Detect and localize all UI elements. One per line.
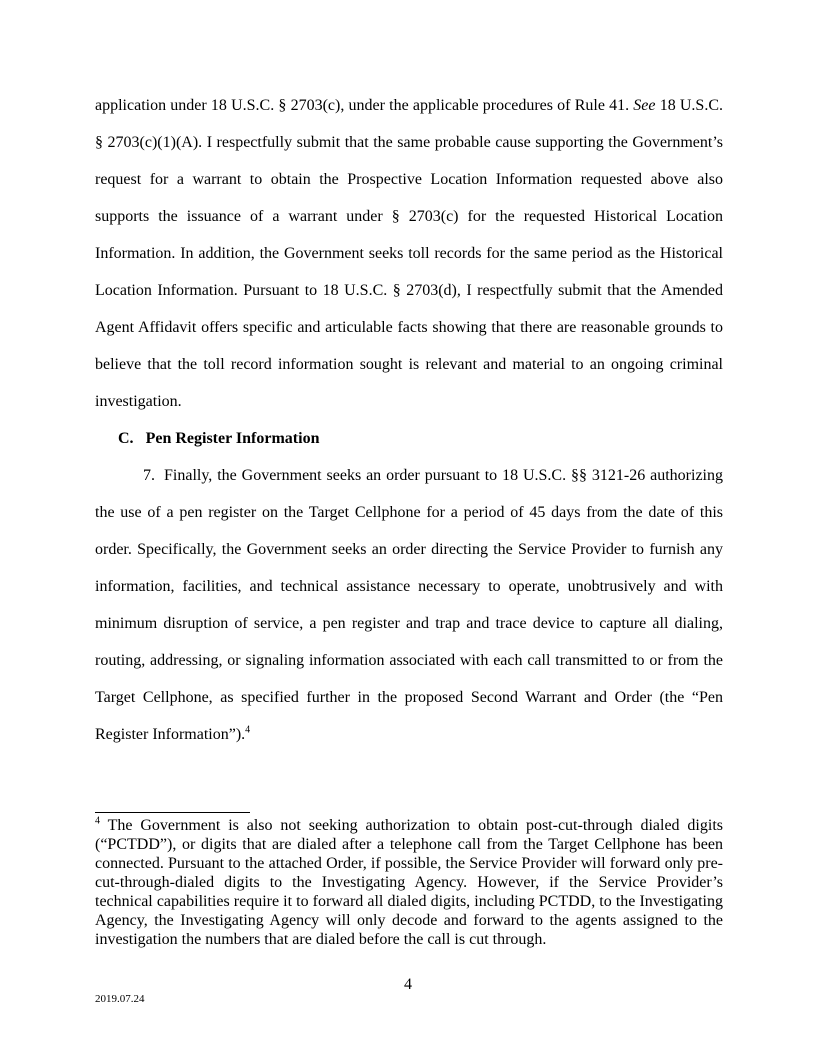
section-heading-title: Pen Register Information bbox=[145, 430, 320, 447]
footnote-reference: 4 bbox=[245, 724, 251, 736]
footnote-marker: 4 bbox=[95, 815, 100, 827]
paragraph-text: Finally, the Government seeks an order pursuant to 18 U.S.C. §§ 3121-26 authorizing the use of a pen register on the Target Cellphone for a period of 45 days from the date of this order. Specifically, the Government seeks an order directing the Service Provider to furnish any information, facilities, and technical assistance necessary to operate, unobtrusively and with minimum disruption of service, a pen register and trap and trace device to capture all dialing, routing, addressing, or signaling information associated with each call transmitted to or from the Target Cellphone, as specified further in the proposed Second Warrant and Order (the “Pen Register Information”). bbox=[95, 467, 723, 743]
paragraph-7 bbox=[95, 457, 723, 753]
footnote-separator-rule bbox=[95, 812, 250, 813]
paragraph-number: 7. bbox=[143, 467, 155, 484]
paragraph-continuation bbox=[95, 87, 723, 420]
paragraph-text: 18 U.S.C. § 2703(c)(1)(A). I respectfully submit that the same probable cause supporting the Government’s request for a warrant to obtain the Prospective Location Information requested above also supports the issuance of a warrant under § 2703(c) for the requested Historical Location Information. In addition, the Government seeks toll records for the same period as the Historical Location Information. Pursuant to 18 U.S.C. § 2703(d), I respectfully submit that the Amended Agent Affidavit offers specific and articulable facts showing that there are reasonable grounds to believe that the toll record information sought is relevant and material to an ongoing criminal investigation. bbox=[95, 97, 723, 410]
footnote-section bbox=[95, 812, 723, 949]
date-stamp: 2019.07.24 bbox=[95, 993, 145, 1005]
page-number: 4 bbox=[404, 976, 412, 993]
footnote-body: The Government is also not seeking authorization to obtain post-cut-through dialed digits (“PCTDD”), or digits that are dialed after a telephone call from the Target Cellphone has been connected. Pursuant to the attached Order, if possible, the Service Provider will forward only pre-cut-through-dialed digits to the Investigating Agency. However, if the Service Provider’s technical capabilities require it to forward all dialed digits, including PCTDD, to the Investigating Agency, the Investigating Agency will only decode and forward to the agents assigned to the investigation the numbers that are dialed before the call is cut through. bbox=[95, 817, 723, 948]
page-content bbox=[95, 87, 723, 753]
section-heading-label: C. bbox=[118, 430, 134, 447]
section-heading bbox=[95, 420, 723, 457]
paragraph-text: application under 18 U.S.C. § 2703(c), under the applicable procedures of Rule 41. bbox=[95, 97, 634, 114]
footnote-text bbox=[95, 816, 723, 949]
case-citation-see: See bbox=[633, 97, 656, 114]
